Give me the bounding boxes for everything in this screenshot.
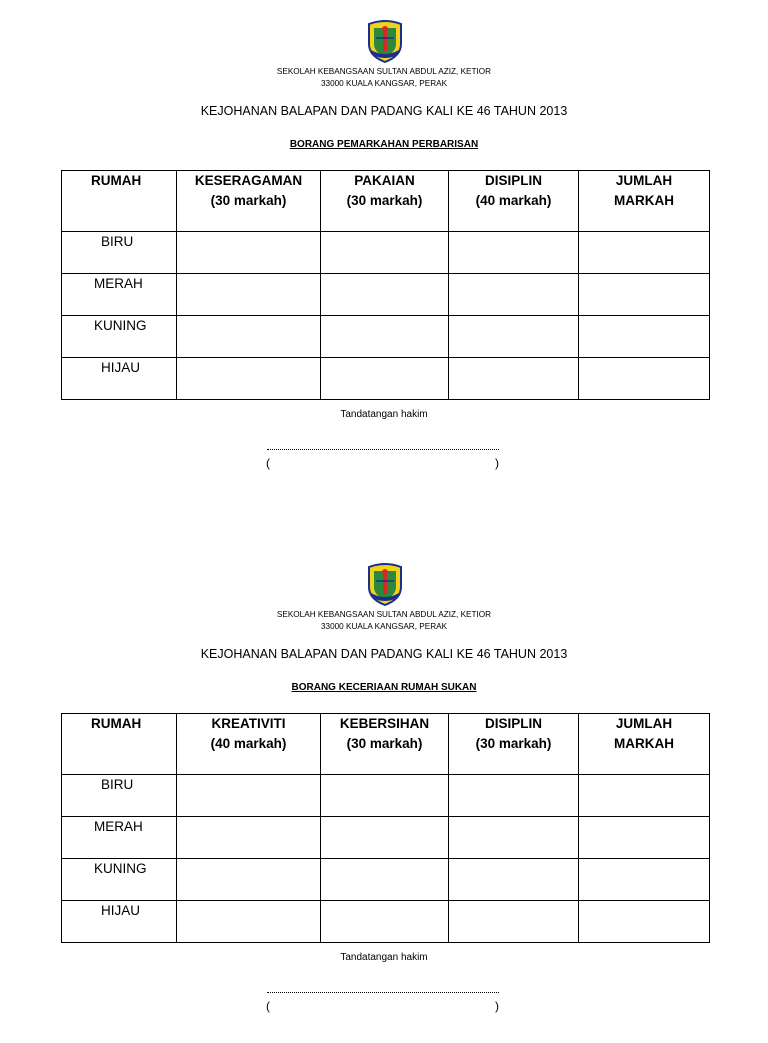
- signature-line[interactable]: [267, 449, 499, 450]
- score-cell[interactable]: [177, 775, 321, 817]
- score-cell[interactable]: [177, 859, 321, 901]
- score-cell[interactable]: [321, 316, 449, 358]
- school-address: 33000 KUALA KANGSAR, PERAK: [320, 79, 448, 88]
- total-cell[interactable]: [579, 274, 710, 316]
- score-cell[interactable]: [449, 901, 579, 943]
- score-cell[interactable]: [321, 817, 449, 859]
- school-address: 33000 KUALA KANGSAR, PERAK: [320, 622, 448, 631]
- header-jumlah: JUMLAH MARKAH: [579, 171, 710, 232]
- score-cell[interactable]: [177, 817, 321, 859]
- house-merah: MERAH: [62, 817, 177, 859]
- score-table: [61, 713, 710, 943]
- score-cell[interactable]: [449, 274, 579, 316]
- school-crest-logo: [365, 563, 405, 607]
- table-row: [62, 316, 710, 358]
- judge-signature-label: Tandatangan hakim: [340, 952, 428, 963]
- score-cell[interactable]: [321, 358, 449, 400]
- score-cell[interactable]: [321, 859, 449, 901]
- house-biru: BIRU: [62, 232, 177, 274]
- score-cell[interactable]: [177, 316, 321, 358]
- score-cell[interactable]: [449, 859, 579, 901]
- score-cell[interactable]: [449, 232, 579, 274]
- header-jumlah: JUMLAH MARKAH: [579, 714, 710, 775]
- table-row: [62, 358, 710, 400]
- score-cell[interactable]: [449, 817, 579, 859]
- total-cell[interactable]: [579, 316, 710, 358]
- table-row: [62, 817, 710, 859]
- house-kuning: KUNING: [62, 316, 177, 358]
- name-paren-open: (: [266, 999, 270, 1013]
- total-cell[interactable]: [579, 901, 710, 943]
- house-merah: MERAH: [62, 274, 177, 316]
- header-disiplin: DISIPLIN (30 markah): [449, 714, 579, 775]
- table-row: [62, 274, 710, 316]
- score-cell[interactable]: [177, 232, 321, 274]
- house-kuning: KUNING: [62, 859, 177, 901]
- table-row: [62, 901, 710, 943]
- total-cell[interactable]: [579, 358, 710, 400]
- header-pakaian: PAKAIAN (30 markah): [321, 171, 449, 232]
- score-cell[interactable]: [321, 775, 449, 817]
- total-cell[interactable]: [579, 775, 710, 817]
- score-cell[interactable]: [449, 316, 579, 358]
- total-cell[interactable]: [579, 859, 710, 901]
- signature-line[interactable]: [267, 992, 499, 993]
- score-cell[interactable]: [449, 358, 579, 400]
- name-paren-close: ): [495, 456, 499, 470]
- score-cell[interactable]: [321, 274, 449, 316]
- school-name: SEKOLAH KEBANGSAAN SULTAN ABDUL AZIZ, KETIOR: [276, 67, 492, 76]
- perbarisan-form: [0, 0, 768, 500]
- header-kreativiti: KREATIVITI (40 markah): [177, 714, 321, 775]
- header-rumah: RUMAH: [62, 714, 177, 775]
- event-title: KEJOHANAN BALAPAN DAN PADANG KALI KE 46 TAHUN 2013: [200, 647, 568, 661]
- name-paren-close: ): [495, 999, 499, 1013]
- house-biru: BIRU: [62, 775, 177, 817]
- score-cell[interactable]: [177, 901, 321, 943]
- header-kebersihan: KEBERSIHAN (30 markah): [321, 714, 449, 775]
- table-header-row: [62, 714, 710, 775]
- header-rumah: RUMAH: [62, 171, 177, 232]
- table-row: [62, 232, 710, 274]
- header-keseragaman: KESERAGAMAN (30 markah): [177, 171, 321, 232]
- house-hijau: HIJAU: [62, 901, 177, 943]
- judge-signature-label: Tandatangan hakim: [340, 409, 428, 420]
- score-cell[interactable]: [177, 274, 321, 316]
- header-disiplin: DISIPLIN (40 markah): [449, 171, 579, 232]
- form-subtitle: BORANG KECERIAAN RUMAH SUKAN: [291, 682, 477, 693]
- school-crest-logo: [365, 20, 405, 64]
- total-cell[interactable]: [579, 817, 710, 859]
- name-paren-open: (: [266, 456, 270, 470]
- school-name: SEKOLAH KEBANGSAAN SULTAN ABDUL AZIZ, KETIOR: [276, 610, 492, 619]
- house-hijau: HIJAU: [62, 358, 177, 400]
- score-cell[interactable]: [177, 358, 321, 400]
- table-header-row: [62, 171, 710, 232]
- total-cell[interactable]: [579, 232, 710, 274]
- table-row: [62, 859, 710, 901]
- score-cell[interactable]: [321, 901, 449, 943]
- score-cell[interactable]: [321, 232, 449, 274]
- score-cell[interactable]: [449, 775, 579, 817]
- keceriaan-form: [0, 543, 768, 1043]
- table-row: [62, 775, 710, 817]
- score-table: [61, 170, 710, 400]
- form-subtitle: BORANG PEMARKAHAN PERBARISAN: [289, 139, 479, 150]
- event-title: KEJOHANAN BALAPAN DAN PADANG KALI KE 46 TAHUN 2013: [200, 104, 568, 118]
